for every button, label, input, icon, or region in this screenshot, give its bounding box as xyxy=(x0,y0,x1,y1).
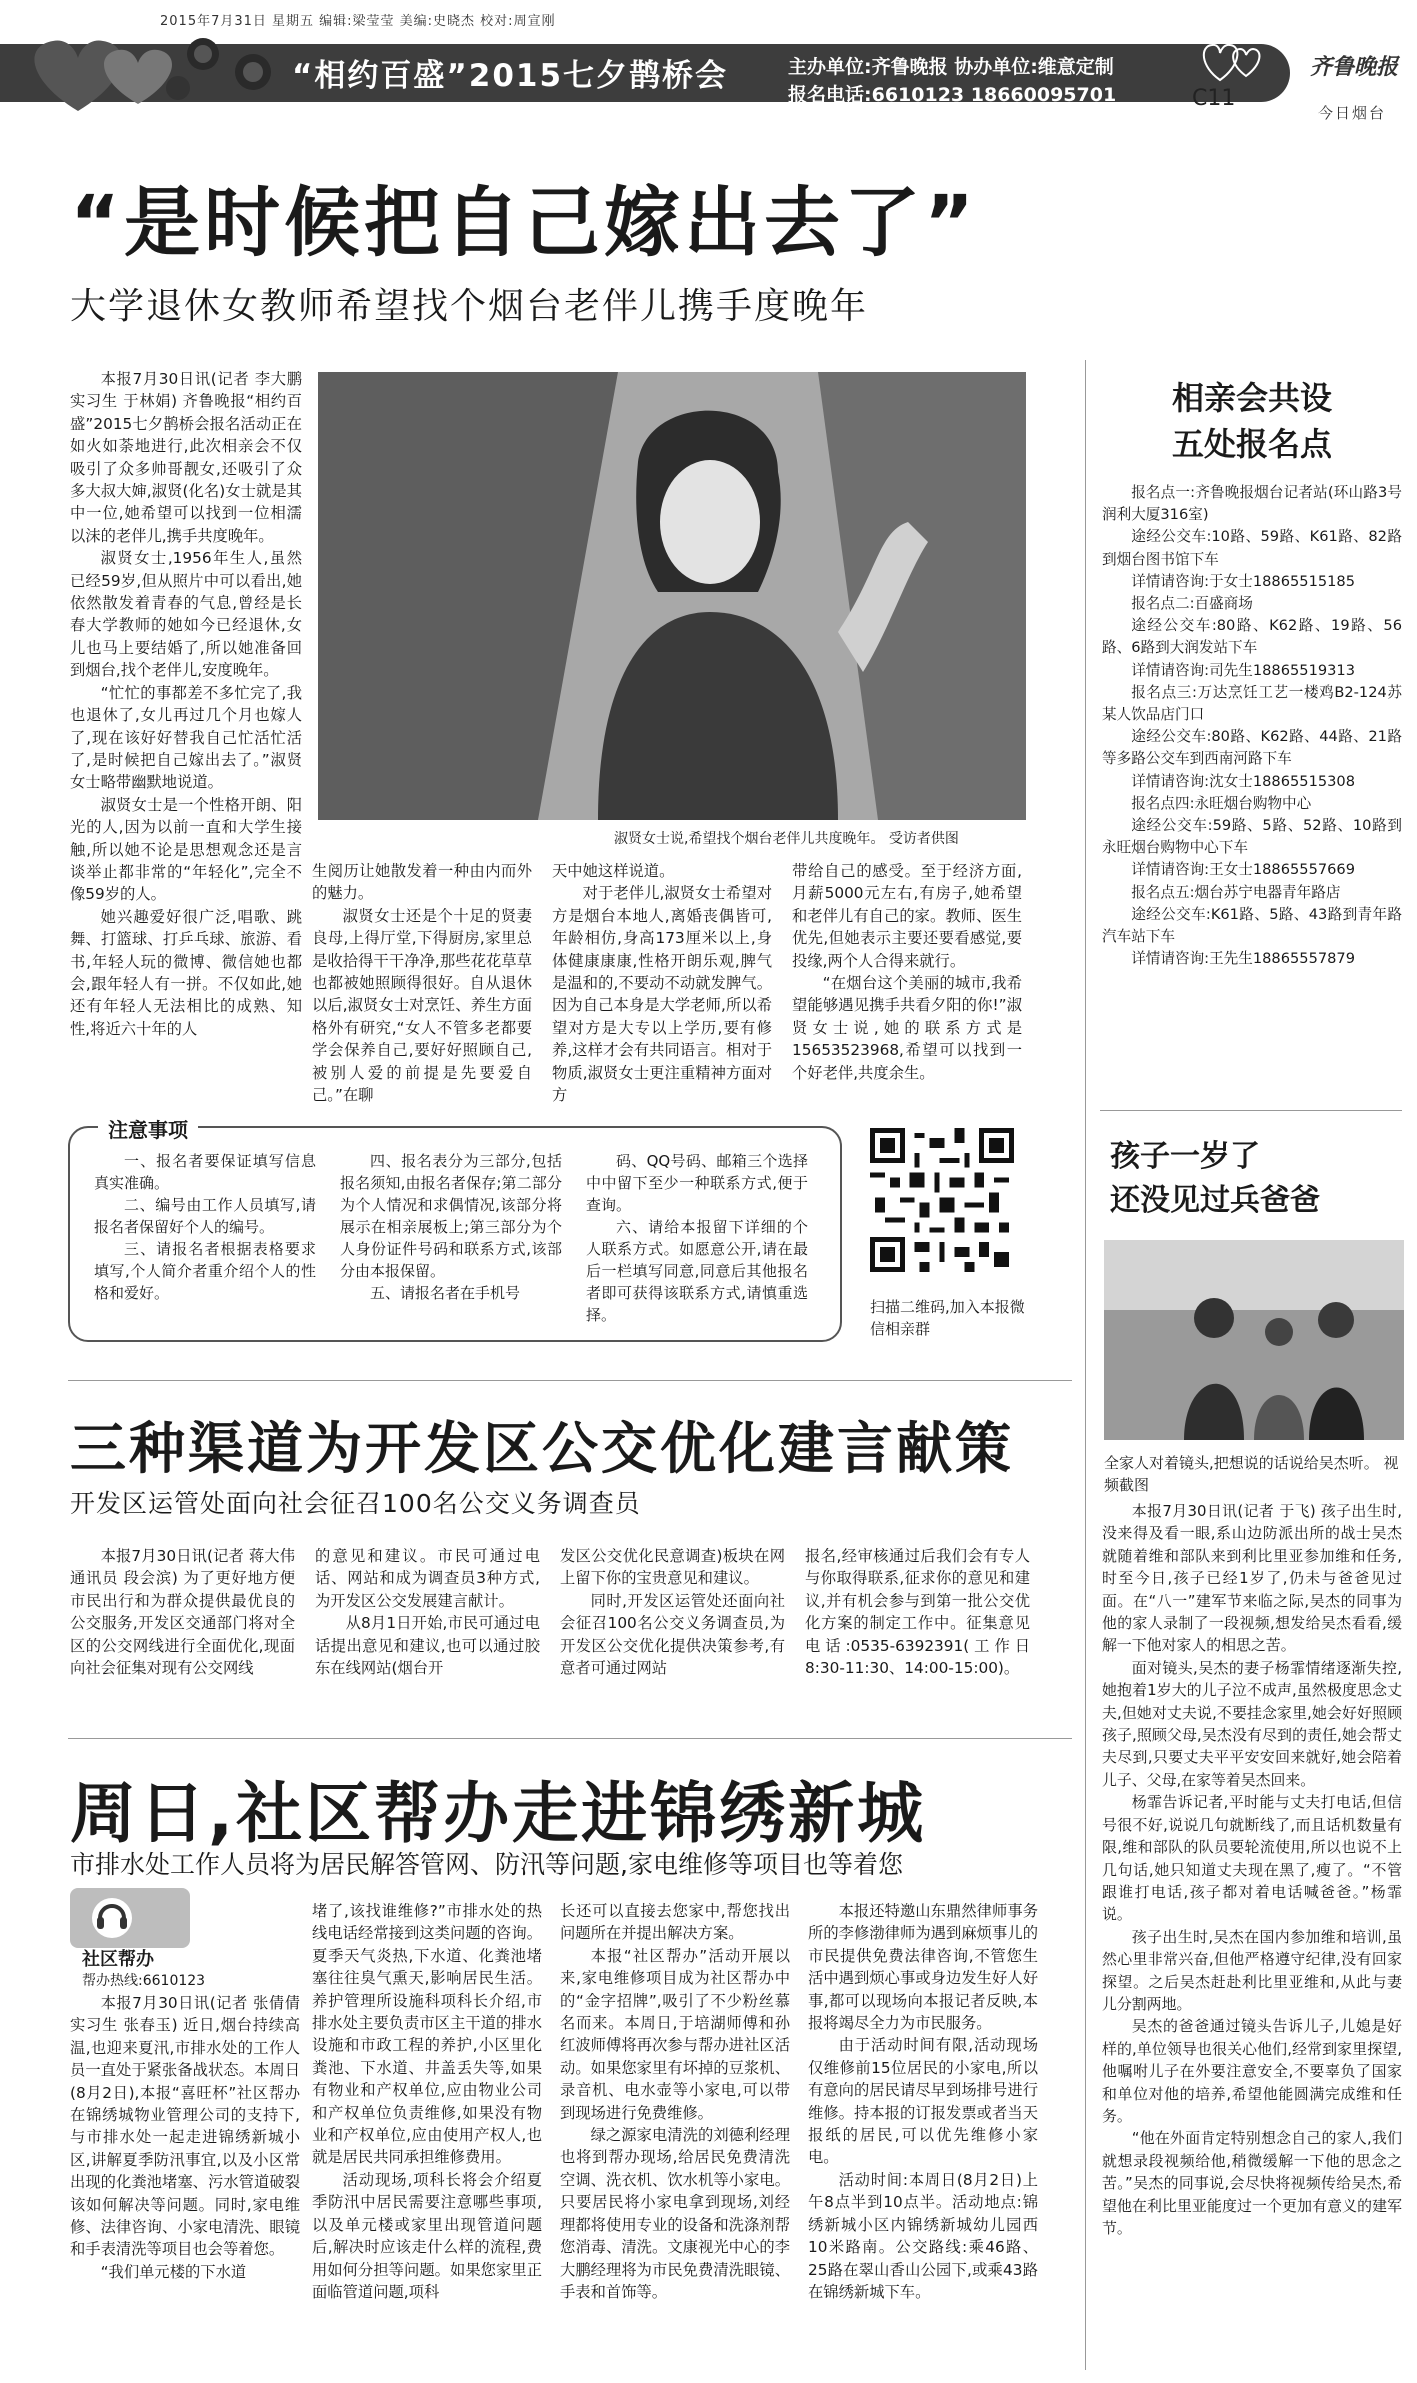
paragraph: 孩子出生时,吴杰在国内参加维和培训,虽然心里非常兴奋,但他严格遵守纪律,没有回家探望。之后吴杰赶赴利比里亚维和,从此与妻儿分割两地。 xyxy=(1102,1927,1402,2013)
signup-point-contact: 详情请咨询:司先生18865519313 xyxy=(1131,661,1355,679)
wechat-qr-code-icon[interactable] xyxy=(870,1128,1014,1272)
article1-photo-caption: 淑贤女士说,希望找个烟台老伴儿共度晚年。 受访者供图 xyxy=(614,831,959,847)
column-divider xyxy=(1085,360,1086,2370)
signup-point-name: 报名点五:烟台苏宁电器青年路店 xyxy=(1131,883,1341,901)
paragraph: 本报还特邀山东鼎然律师事务所的李修渤律师为遇到麻烦事儿的市民提供免费法律咨询,不管您生活中遇到烦心事或身边发生好人好事,都可以现场向本报记者反映,本报将竭尽全力为市民服务。 xyxy=(808,1902,1038,2033)
family-video-still-image xyxy=(1104,1240,1404,1440)
signup-point-contact: 详情请咨询:王女士18865557669 xyxy=(1131,861,1355,879)
signup-point-name: 报名点一:齐鲁晚报烟台记者站(环山路3号润利大厦316室) xyxy=(1102,484,1402,524)
article1-column-3 xyxy=(552,860,772,1105)
notice-box xyxy=(68,1118,842,1342)
signup-title-line: 相亲会共设 xyxy=(1171,379,1332,417)
paragraph: 同时,开发区运管处还面向社会征召100名公交义务调查员,为开发区公交优化提供决策参考,有意者可通过网站 xyxy=(560,1591,785,1678)
paragraph: 活动时间:本周日(8月2日)上午8点半到10点半。活动地点:锦绣新城小区内锦绣新城幼儿园西10米路南。公交路线:乘46路、25路在翠山香山公园下,或乘43路在锦绣新城下车。 xyxy=(808,2170,1038,2301)
article1-photo xyxy=(318,372,1026,820)
paragraph: 生阅历让她散发着一种由内而外的魅力。 xyxy=(312,862,532,903)
roses-heart-icon xyxy=(18,26,288,126)
qr-caption: 扫描二维码,加入本报微信相亲群 xyxy=(870,1298,1025,1338)
paragraph: 她兴趣爱好很广泛,唱歌、跳舞、打篮球、打乒乓球、旅游、看书,年轻人玩的微博、微信她也都会,跟年轻人有一拼。不仅如此,她还有年轻人无法相比的成熟、知性,将近六十年的人 xyxy=(70,907,302,1038)
paragraph: 绿之源家电清洗的刘德利经理也将到帮办现场,给居民免费清洗空调、洗衣机、饮水机等小家电。只要居民将小家电拿到现场,刘经理都将使用专业的设备和洗涤剂帮您消毒、清洗。文康视光中心的李大鹏经理将为市民免费清洗眼镜、手表和首饰等。 xyxy=(560,2126,790,2301)
woman-portrait-image xyxy=(318,372,1026,820)
signup-point-bus: 途经公交车:80路、K62路、19路、56路、6路到大润发站下车 xyxy=(1102,617,1402,657)
signup-point-name: 报名点三:万达烹饪工艺一楼鸡B2-124苏某人饮品店门口 xyxy=(1102,683,1402,724)
paragraph: 活动现场,项科长将会介绍夏季防汛中居民需要注意哪些事项,以及单元楼或家里出现管道问题后,解决时应该走什么样的流程,费用如何分担等问题。如果您家里正面临管道问题,项科 xyxy=(312,2170,542,2301)
paragraph: 淑贤女士,1956年生人,虽然已经59岁,但从照片中可以看出,她依然散发着青春的气息,曾经是长春大学教师的她如今已经退休,女儿也马上要结婚了,所以她准备回到烟台,找个老伴儿,安度晚年。 xyxy=(70,549,302,680)
article2-column-3 xyxy=(560,1545,785,1725)
article2-column-4 xyxy=(805,1545,1030,1725)
paragraph: “我们单元楼的下水道 xyxy=(100,2262,247,2281)
page-number: C11 xyxy=(1192,86,1236,111)
paragraph: 本报7月30日讯(记者 于飞) 孩子出生时,没来得及看一眼,系山边防派出所的战士吴杰就随着维和部队来到利比里亚参加维和任务,时至今日,孩子已经1岁了,仍未与爸爸见过面。在“八一”建军节来临之际,吴杰的同事为他的家人录制了一段视频,想发给吴杰看看,缓解一下他对家人的相思之苦。 xyxy=(1102,1502,1402,1655)
notice-column-3 xyxy=(586,1150,808,1326)
paragraph: 由于活动时间有限,活动现场仅维修前15位居民的小家电,所以有意向的居民请尽早到场排号进行维修。持本报的订报发票或者当天报纸的居民,可以优先维修小家电。 xyxy=(808,2036,1038,2167)
paragraph: 面对镜头,吴杰的妻子杨霏情绪逐渐失控,她抱着1岁大的儿子泣不成声,虽然极度思念丈夫,但她对丈夫说,不要挂念家里,她会好好照顾孩子,照顾父母,吴杰没有尽到的责任,她会帮丈夫尽到,只要丈夫平平安安回来就好,她会陪着儿子、父母,在家等着吴杰回来。 xyxy=(1102,1658,1402,1789)
article1-column-2 xyxy=(312,860,532,1105)
notice-item: 三、请报名者根据表格要求填写,个人简介者重介绍个人的性格和爱好。 xyxy=(94,1240,316,1302)
signup-point-contact: 详情请咨询:沈女士18865515308 xyxy=(1131,772,1355,790)
banner xyxy=(0,32,1417,124)
paragraph: 对于老伴儿,淑贤女士希望对方是烟台本地人,离婚丧偶皆可,年龄相仿,身高173厘米以上,身体健康康康,性格开朗乐观,脾气是温和的,不要动不动就发脾气。因为自己本身是大学老师,所以希望对方是大专以上学历,要有修养,这样才会有共同语言。相对于物质,淑贤女士更注重精神方面对方 xyxy=(552,884,772,1105)
paragraph: 从8月1日开始,市民可通过电话提出意见和建议,也可以通过胶东在线网站(烟台开 xyxy=(315,1614,540,1678)
article3-subtitle: 市排水处工作人员将为居民解答管网、防汛等问题,家电维修等项目也等着您 xyxy=(70,1850,903,1879)
notice-title: 注意事项 xyxy=(98,1114,198,1143)
signup-title-line: 五处报名点 xyxy=(1171,425,1332,463)
article2-title: 三种渠道为开发区公交优化建言献策 xyxy=(70,1417,1014,1482)
signup-point-name: 报名点四:永旺烟台购物中心 xyxy=(1131,794,1312,812)
notice-column-2 xyxy=(340,1150,562,1304)
article1-column-1 xyxy=(70,368,302,1068)
paragraph: “忙忙的事都差不多忙完了,我也退休了,女儿再过几个月也嫁人了,现在该好好替我自己忙活忙活了,是时候把自己嫁出去了。”淑贤女士略带幽默地说道。 xyxy=(70,683,302,792)
paragraph: 天中她这样说道。 xyxy=(552,862,675,880)
signup-point-bus: 途经公交车:59路、5路、52路、10路到永旺烟台购物中心下车 xyxy=(1102,817,1402,857)
soldier-article-body xyxy=(1102,1500,1402,2360)
article3-column-2 xyxy=(312,1900,542,2367)
soldier-title-line: 还没见过兵爸爸 xyxy=(1110,1183,1320,1218)
soldier-photo-caption: 全家人对着镜头,把想说的话说给吴杰听。 视频截图 xyxy=(1104,1454,1399,1494)
soldier-title xyxy=(1110,1135,1320,1223)
date-line: 2015年7月31日 星期五 编辑:梁莹莹 美编:史晓杰 校对:周宣刚 xyxy=(160,14,556,29)
section-divider xyxy=(68,1380,1072,1381)
paragraph: “在烟台这个美丽的城市,我希望能够遇见携手共看夕阳的你!”淑贤女士说,她的联系方式是15653523968,希望可以找到一个好老伴,共度余生。 xyxy=(792,974,1022,1082)
article3-title: 周日,社区帮办走进锦绣新城 xyxy=(70,1775,927,1852)
paragraph: “他在外面肯定特别想念自己的家人,我们就想录段视频给他,稍微缓解一下他的思念之苦。”吴杰的同事说,会尽快将视频传给吴杰,希望他在利比里亚能度过一个更加有意义的建军节。 xyxy=(1102,2129,1402,2237)
signup-points-list xyxy=(1102,482,1402,1082)
paragraph: 本报7月30日讯(记者 张倩倩 实习生 张春玉) 近日,烟台持续高温,也迎来夏汛,市排水处的工作人员一直处于紧张备战状态。本周日(8月2日),本报“喜旺杯”社区帮办在锦绣城物业管理公司的支持下,与市排水处一起走进锦绣新城小区,讲解夏季防汛事宜,以及小区常出现的化粪池堵塞、污水管道破裂该如何解决等问题。同时,家电维修、法律咨询、小家电清洗、眼镜和手表清洗等项目也会等着您。 xyxy=(70,1994,300,2259)
notice-item: 二、编号由工作人员填写,请报名者保留好个人的编号。 xyxy=(94,1196,316,1236)
article2-column-1 xyxy=(70,1545,295,1725)
article2-column-2 xyxy=(315,1545,540,1725)
signup-points-title xyxy=(1102,375,1402,467)
paragraph: 报名,经审核通过后我们会有专人与你取得联系,征求你的意见和建议,并有机会参与到第一批公交优化方案的制定工作中。征集意见电话:0535-6392391(工作日8:30-11:30、14:00-15:00)。 xyxy=(805,1547,1030,1678)
paragraph: 杨霏告诉记者,平时能与丈夫打电话,但信号很不好,说说几句就断线了,而且话机数量有限,维和部队的队员要轮流使用,所以也说不上几句话,她只知道丈夫现在黑了,瘦了。“不管跟谁打电话,孩子都对着电话喊爸爸。”杨霏说。 xyxy=(1102,1793,1402,1924)
banner-title: “相约百盛”2015七夕鹊桥会 xyxy=(292,58,729,94)
signup-point-contact: 详情请咨询:王先生18865557879 xyxy=(1131,950,1355,968)
signup-point-name: 报名点二:百盛商场 xyxy=(1131,595,1253,613)
paragraph: 堵了,该找谁维修?”市排水处的热线电话经常接到这类问题的咨询。夏季天气炎热,下水道、化粪池堵塞往往臭气熏天,影响居民生活。养护管理所设施科项科长介绍,市排水处主要负责市区主干道的排水设施和市政工程的养护,小区里化粪池、下水道、井盖丢失等,如果有物业和产权单位,应由物业公司和产权单位负责维修,如果没有物业和产权单位,应由使用产权人,也就是居民共同承担维修费用。 xyxy=(312,1902,542,2167)
soldier-title-line: 孩子一岁了 xyxy=(1110,1139,1260,1174)
paragraph: 淑贤女士是一个性格开朗、阳光的人,因为以前一直和大学生接触,所以她不论是思想观念还是言谈举止都非常的“年轻化”,完全不像59岁的人。 xyxy=(70,795,302,904)
signup-point-bus: 途经公交车:K61路、5路、43路到青年路汽车站下车 xyxy=(1102,905,1402,946)
newspaper-brand: 齐鲁晚报 xyxy=(1310,55,1399,80)
banner-organizers: 主办单位:齐鲁晚报 协办单位:维意定制 xyxy=(788,56,1114,78)
soldier-family-photo xyxy=(1104,1240,1404,1440)
paragraph: 长还可以直接去您家中,帮您找出问题所在并提出解决方案。 xyxy=(560,1902,790,1943)
signup-point-contact: 详情请咨询:于女士18865515185 xyxy=(1131,572,1355,590)
edition-name: 今日烟台 xyxy=(1318,104,1387,122)
paragraph: 本报“社区帮办”活动开展以来,家电维修项目成为社区帮办中的“金字招牌”,吸引了不少粉丝慕名而来。本周日,于培湖师傅和孙红波师傅将再次参与帮办进社区活动。如果您家里有坏掉的豆浆机、录音机、电水壶等小家电,可以带到现场进行免费维修。 xyxy=(560,1946,790,2122)
banner-signup-tel: 报名电话:6610123 18660095701 xyxy=(788,84,1117,106)
notice-item: 六、请给本报留下详细的个人联系方式。如愿意公开,请在最后一栏填写同意,同意后其他报名者即可获得该联系方式,请慎重选择。 xyxy=(586,1218,808,1324)
article1-column-4 xyxy=(792,860,1022,1082)
article3-column-3 xyxy=(560,1900,790,2367)
right-divider xyxy=(1100,1110,1402,1111)
community-help-logo-icon xyxy=(70,1888,190,1948)
article1-title: “是时候把自己嫁出去了” xyxy=(70,178,978,267)
paragraph: 的意见和建议。市民可通过电话、网站和成为调查员3种方式,为开发区公交发展建言献计。 xyxy=(315,1547,540,1610)
notice-item: 码、QQ号码、邮箱三个选择中中留下至少一种联系方式,便于查询。 xyxy=(586,1152,808,1214)
article3-column-4 xyxy=(808,1900,1038,2367)
notice-column-1 xyxy=(94,1150,316,1304)
paragraph: 发区公交优化民意调查)板块在网上留下你的宝贵意见和建议。 xyxy=(560,1547,785,1588)
paragraph: 吴杰的爸爸通过镜头告诉儿子,儿媳是好样的,单位领导也很关心他们,经常到家里探望,他嘱咐儿子在外要注意安全,不要辜负了国家和单位对他的培养,希望他能圆满完成维和任务。 xyxy=(1102,2017,1402,2125)
community-help-hotline: 帮办热线:6610123 xyxy=(82,1973,206,1989)
paragraph: 带给自己的感受。至于经济方面,月薪5000元左右,有房子,她希望和老伴儿有自己的家。教师、医生优先,但她表示主要还要看感觉,要投缘,两个人合得来就行。 xyxy=(792,862,1022,970)
article3-column-1 xyxy=(70,1992,300,2367)
paragraph: 本报7月30日讯(记者 李大鹏 实习生 于林娟) 齐鲁晚报“相约百盛”2015七夕鹊桥会报名活动正在如火如荼地进行,此次相亲会不仅吸引了众多帅哥靓女,还吸引了众多大叔大婶,淑贤(化名)女士就是其中一位,她希望可以找到一位相濡以沫的老伴儿,携手共度晚年。 xyxy=(70,370,302,545)
paragraph: 本报7月30日讯(记者 蒋大伟 通讯员 段会滨) 为了更好地方便市民出行和为群众提供最优良的公交服务,开发区交通部门将对全区的公交网线进行全面优化,现面向社会征集对现有公交网线 xyxy=(70,1547,295,1678)
article2-subtitle: 开发区运管处面向社会征召100名公交义务调查员 xyxy=(70,1489,641,1518)
article1-subtitle: 大学退休女教师希望找个烟台老伴儿携手度晚年 xyxy=(70,286,869,327)
notice-item: 一、报名者要保证填写信息真实准确。 xyxy=(94,1152,316,1192)
signup-point-bus: 途经公交车:80路、K62路、44路、21路等多路公交车到西南河路下车 xyxy=(1102,728,1402,768)
notice-item: 五、请报名者在手机号 xyxy=(370,1284,521,1302)
signup-point-bus: 途经公交车:10路、59路、K61路、82路到烟台图书馆下车 xyxy=(1102,528,1402,568)
paragraph: 淑贤女士还是个十足的贤妻良母,上得厅堂,下得厨房,家里总是收拾得干干净净,那些花花草草也都被她照顾得很好。自从退休以后,淑贤女士对烹饪、养生方面格外有研究,“女人不管多老都要学会保养自己,要好好照顾自己,被别人爱的前提是先要爱自己。”在聊 xyxy=(312,906,532,1105)
hearts-icon xyxy=(1198,36,1268,86)
section-divider xyxy=(68,1738,1072,1739)
notice-item: 四、报名表分为三部分,包括报名须知,由报名者保存;第二部分为个人情况和求偶情况,该部分将展示在相亲展板上;第三部分为个人身份证件号码和联系方式,该部分由本报保留。 xyxy=(340,1152,562,1280)
community-help-logo-name: 社区帮办 xyxy=(82,1949,154,1970)
